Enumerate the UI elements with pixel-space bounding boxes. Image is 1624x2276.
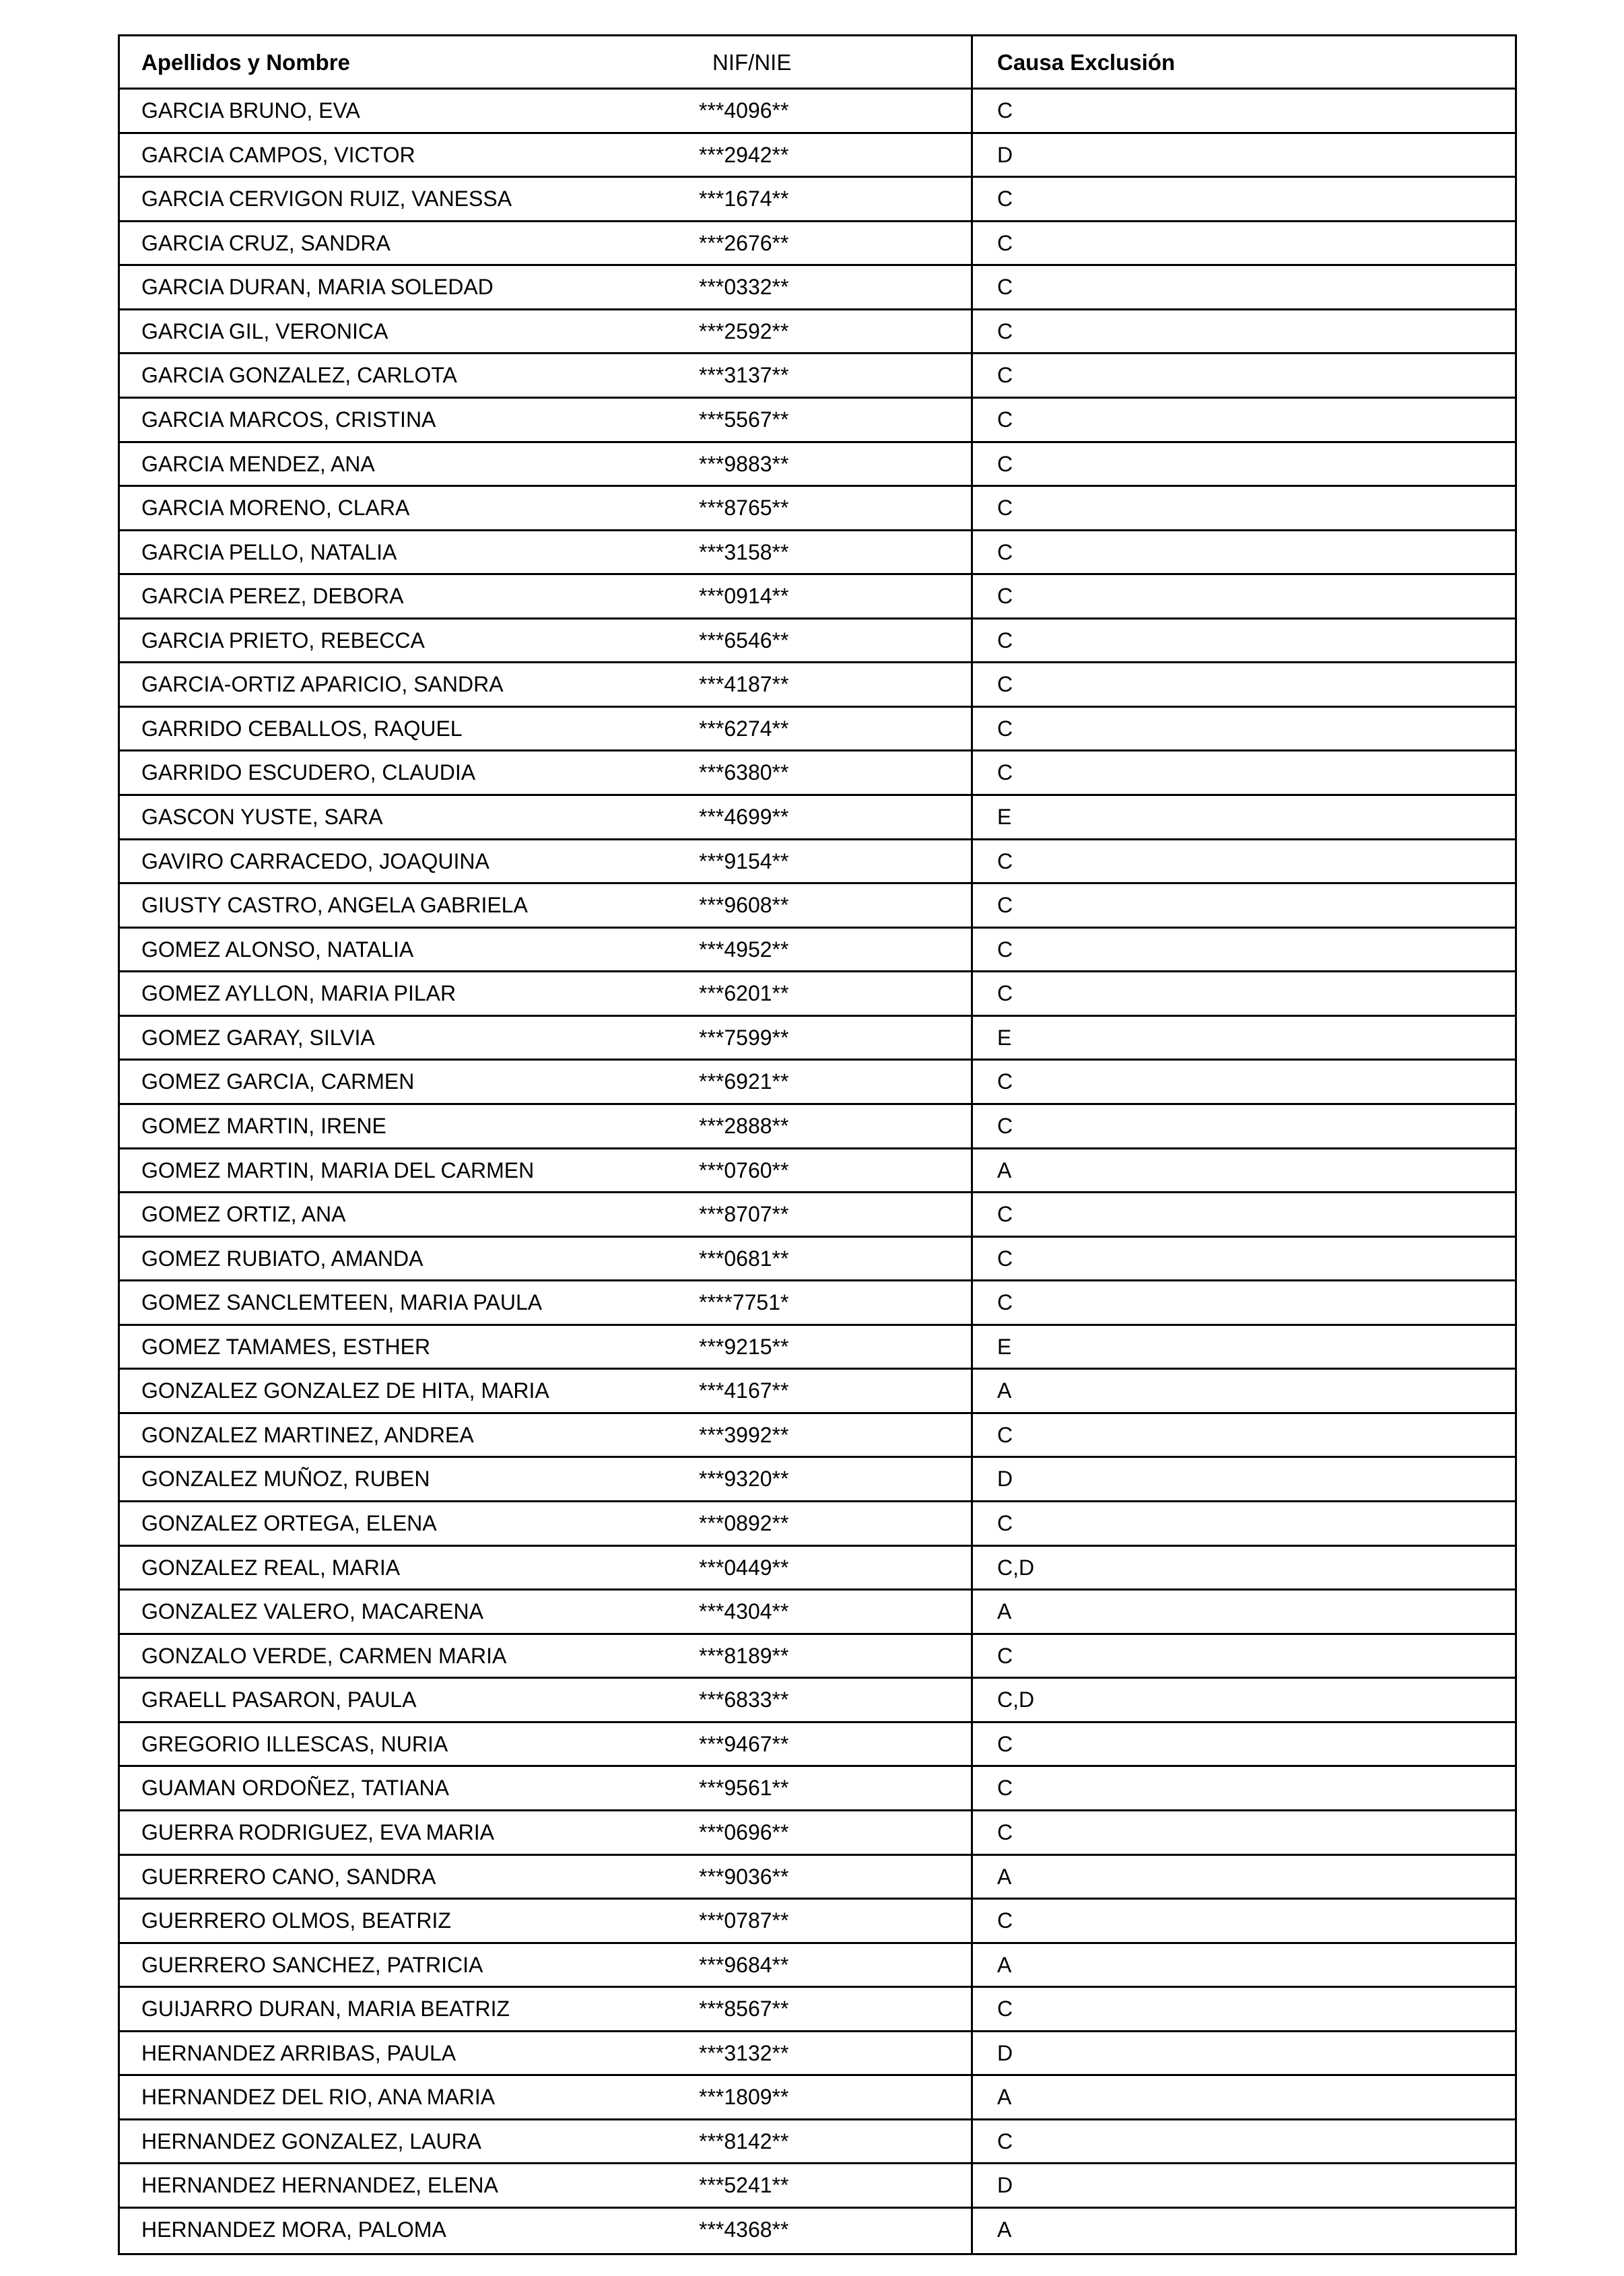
cell-causa-exclusion: C bbox=[971, 354, 1515, 397]
cell-apellidos-nombre: GARRIDO CEBALLOS, RAQUEL bbox=[141, 716, 463, 741]
cell-apellidos-nombre: GARCIA MORENO, CLARA bbox=[141, 496, 410, 521]
table-row bbox=[120, 663, 1515, 708]
cell-causa-exclusion: C bbox=[971, 708, 1515, 750]
exclusion-table bbox=[118, 34, 1517, 2255]
cell-causa-exclusion: C bbox=[971, 1281, 1515, 1324]
cell-nif-nie: ***0681** bbox=[699, 1246, 789, 1271]
cell-causa-exclusion: C bbox=[971, 1723, 1515, 1766]
cell-apellidos-nombre: GONZALEZ VALERO, MACARENA bbox=[141, 1599, 483, 1624]
table-row bbox=[120, 531, 1515, 576]
table-row bbox=[120, 1017, 1515, 1061]
table-row bbox=[120, 2076, 1515, 2120]
cell-nif-nie: ***4952** bbox=[699, 937, 789, 962]
cell-causa-exclusion: C bbox=[971, 222, 1515, 265]
cell-nif-nie: ***0449** bbox=[699, 1555, 789, 1580]
cell-causa-exclusion: C bbox=[971, 1767, 1515, 1809]
cell-apellidos-nombre: GRAELL PASARON, PAULA bbox=[141, 1687, 417, 1712]
cell-apellidos-nombre: HERNANDEZ ARRIBAS, PAULA bbox=[141, 2040, 456, 2065]
cell-causa-exclusion: D bbox=[971, 2164, 1515, 2207]
cell-apellidos-nombre: GARRIDO ESCUDERO, CLAUDIA bbox=[141, 760, 476, 785]
cell-causa-exclusion: A bbox=[971, 1591, 1515, 1633]
table-row bbox=[120, 266, 1515, 310]
table-row bbox=[120, 1414, 1515, 1459]
cell-causa-exclusion: C bbox=[971, 178, 1515, 220]
cell-nif-nie: ****7751* bbox=[699, 1290, 789, 1315]
table-row bbox=[120, 1679, 1515, 1723]
table-row bbox=[120, 1811, 1515, 1856]
table-header-row bbox=[120, 36, 1515, 90]
cell-apellidos-nombre: GARCIA PEREZ, DEBORA bbox=[141, 584, 404, 609]
cell-nif-nie: ***2592** bbox=[699, 319, 789, 343]
table-row bbox=[120, 708, 1515, 752]
cell-causa-exclusion: A bbox=[971, 1944, 1515, 1986]
cell-apellidos-nombre: GOMEZ GARCIA, CARMEN bbox=[141, 1069, 415, 1094]
cell-nif-nie: ***6274** bbox=[699, 716, 789, 741]
table-row bbox=[120, 929, 1515, 973]
cell-apellidos-nombre: HERNANDEZ HERNANDEZ, ELENA bbox=[141, 2173, 498, 2198]
cell-apellidos-nombre: GARCIA BRUNO, EVA bbox=[141, 98, 360, 123]
cell-causa-exclusion: C bbox=[971, 751, 1515, 794]
cell-nif-nie: ***4304** bbox=[699, 1599, 789, 1624]
cell-causa-exclusion: C bbox=[971, 310, 1515, 353]
cell-nif-nie: ***9684** bbox=[699, 1952, 789, 1977]
cell-causa-exclusion: A bbox=[971, 1856, 1515, 1898]
cell-causa-exclusion: A bbox=[971, 2076, 1515, 2118]
cell-causa-exclusion: C bbox=[971, 2120, 1515, 2163]
table-row bbox=[120, 222, 1515, 267]
table-row bbox=[120, 178, 1515, 222]
cell-nif-nie: ***8765** bbox=[699, 496, 789, 521]
cell-causa-exclusion: C bbox=[971, 1635, 1515, 1677]
cell-apellidos-nombre: GARCIA CAMPOS, VICTOR bbox=[141, 142, 415, 167]
cell-nif-nie: ***9561** bbox=[699, 1776, 789, 1801]
cell-apellidos-nombre: GREGORIO ILLESCAS, NURIA bbox=[141, 1731, 448, 1756]
cell-nif-nie: ***8707** bbox=[699, 1202, 789, 1227]
table-row bbox=[120, 972, 1515, 1017]
cell-causa-exclusion: C bbox=[971, 1502, 1515, 1545]
cell-nif-nie: ***0787** bbox=[699, 1908, 789, 1933]
cell-causa-exclusion: C bbox=[971, 487, 1515, 529]
cell-apellidos-nombre: GIUSTY CASTRO, ANGELA GABRIELA bbox=[141, 893, 528, 918]
cell-apellidos-nombre: HERNANDEZ MORA, PALOMA bbox=[141, 2217, 446, 2242]
cell-causa-exclusion: C bbox=[971, 620, 1515, 662]
cell-nif-nie: ***2888** bbox=[699, 1113, 789, 1138]
column-header-apellidos: Apellidos y Nombre bbox=[141, 50, 350, 75]
cell-nif-nie: ***6201** bbox=[699, 981, 789, 1006]
cell-causa-exclusion: C bbox=[971, 1061, 1515, 1103]
cell-nif-nie: ***9215** bbox=[699, 1334, 789, 1359]
cell-nif-nie: ***6833** bbox=[699, 1687, 789, 1712]
cell-apellidos-nombre: GARCIA CERVIGON RUIZ, VANESSA bbox=[141, 187, 512, 211]
cell-nif-nie: ***5241** bbox=[699, 2173, 789, 2198]
table-row bbox=[120, 1370, 1515, 1414]
table-row bbox=[120, 796, 1515, 840]
cell-causa-exclusion: C bbox=[971, 972, 1515, 1015]
cell-nif-nie: ***6921** bbox=[699, 1069, 789, 1094]
table-row bbox=[120, 2164, 1515, 2209]
cell-causa-exclusion: C bbox=[971, 929, 1515, 971]
table-row bbox=[120, 1326, 1515, 1370]
cell-nif-nie: ***9036** bbox=[699, 1864, 789, 1889]
table-row bbox=[120, 1988, 1515, 2032]
cell-causa-exclusion: C bbox=[971, 266, 1515, 308]
cell-causa-exclusion: C bbox=[971, 1105, 1515, 1147]
cell-nif-nie: ***4187** bbox=[699, 672, 789, 697]
cell-causa-exclusion: C bbox=[971, 1193, 1515, 1236]
table-row bbox=[120, 1591, 1515, 1635]
cell-nif-nie: ***9154** bbox=[699, 848, 789, 873]
table-row bbox=[120, 354, 1515, 399]
cell-apellidos-nombre: GONZALEZ REAL, MARIA bbox=[141, 1555, 401, 1580]
cell-apellidos-nombre: GARCIA DURAN, MARIA SOLEDAD bbox=[141, 275, 494, 300]
cell-nif-nie: ***2676** bbox=[699, 230, 789, 255]
column-header-nif: NIF/NIE bbox=[712, 50, 792, 75]
cell-apellidos-nombre: GONZALEZ GONZALEZ DE HITA, MARIA bbox=[141, 1378, 549, 1403]
cell-nif-nie: ***4368** bbox=[699, 2217, 789, 2242]
table-row bbox=[120, 443, 1515, 488]
cell-nif-nie: ***7599** bbox=[699, 1025, 789, 1050]
cell-causa-exclusion: C bbox=[971, 575, 1515, 617]
cell-causa-exclusion: E bbox=[971, 1326, 1515, 1368]
cell-nif-nie: ***9608** bbox=[699, 893, 789, 918]
cell-apellidos-nombre: GOMEZ ALONSO, NATALIA bbox=[141, 937, 414, 962]
cell-apellidos-nombre: GOMEZ TAMAMES, ESTHER bbox=[141, 1334, 431, 1359]
table-row bbox=[120, 2120, 1515, 2165]
table-row bbox=[120, 1149, 1515, 1194]
cell-nif-nie: ***2942** bbox=[699, 142, 789, 167]
cell-causa-exclusion: C bbox=[971, 1811, 1515, 1854]
cell-nif-nie: ***8189** bbox=[699, 1643, 789, 1668]
cell-nif-nie: ***3137** bbox=[699, 363, 789, 388]
cell-nif-nie: ***9320** bbox=[699, 1467, 789, 1492]
cell-causa-exclusion: C,D bbox=[971, 1547, 1515, 1589]
cell-apellidos-nombre: GONZALEZ ORTEGA, ELENA bbox=[141, 1511, 437, 1535]
table-row bbox=[120, 1635, 1515, 1679]
cell-apellidos-nombre: GARCIA PRIETO, REBECCA bbox=[141, 628, 425, 652]
table-row bbox=[120, 310, 1515, 355]
cell-apellidos-nombre: GOMEZ RUBIATO, AMANDA bbox=[141, 1246, 424, 1271]
cell-nif-nie: ***1809** bbox=[699, 2085, 789, 2110]
cell-apellidos-nombre: GAVIRO CARRACEDO, JOAQUINA bbox=[141, 848, 489, 873]
table-row bbox=[120, 487, 1515, 531]
table-row bbox=[120, 1767, 1515, 1811]
cell-causa-exclusion: C bbox=[971, 884, 1515, 927]
cell-nif-nie: ***3158** bbox=[699, 539, 789, 564]
cell-apellidos-nombre: GONZALEZ MUÑOZ, RUBEN bbox=[141, 1467, 430, 1492]
cell-nif-nie: ***0892** bbox=[699, 1511, 789, 1535]
cell-apellidos-nombre: GUIJARRO DURAN, MARIA BEATRIZ bbox=[141, 1997, 510, 2021]
cell-nif-nie: ***4096** bbox=[699, 98, 789, 123]
cell-causa-exclusion: C bbox=[971, 443, 1515, 486]
cell-apellidos-nombre: GUERRA RODRIGUEZ, EVA MARIA bbox=[141, 1819, 494, 1844]
table-row bbox=[120, 751, 1515, 796]
cell-nif-nie: ***0760** bbox=[699, 1158, 789, 1182]
cell-causa-exclusion: D bbox=[971, 1458, 1515, 1500]
cell-nif-nie: ***6380** bbox=[699, 760, 789, 785]
cell-apellidos-nombre: GARCIA CRUZ, SANDRA bbox=[141, 230, 391, 255]
table-row bbox=[120, 884, 1515, 929]
cell-apellidos-nombre: HERNANDEZ DEL RIO, ANA MARIA bbox=[141, 2085, 496, 2110]
cell-causa-exclusion: C,D bbox=[971, 1679, 1515, 1721]
table-row bbox=[120, 1944, 1515, 1988]
cell-nif-nie: ***1674** bbox=[699, 187, 789, 211]
table-row bbox=[120, 1193, 1515, 1238]
cell-causa-exclusion: A bbox=[971, 2209, 1515, 2253]
table-row bbox=[120, 1458, 1515, 1502]
cell-nif-nie: ***6546** bbox=[699, 628, 789, 652]
cell-apellidos-nombre: GOMEZ MARTIN, IRENE bbox=[141, 1113, 386, 1138]
cell-nif-nie: ***4699** bbox=[699, 805, 789, 829]
cell-apellidos-nombre: GONZALO VERDE, CARMEN MARIA bbox=[141, 1643, 507, 1668]
table-row bbox=[120, 1281, 1515, 1326]
cell-nif-nie: ***0332** bbox=[699, 275, 789, 300]
cell-causa-exclusion: D bbox=[971, 134, 1515, 176]
cell-nif-nie: ***0696** bbox=[699, 1819, 789, 1844]
cell-causa-exclusion: C bbox=[971, 531, 1515, 574]
cell-nif-nie: ***8142** bbox=[699, 2129, 789, 2153]
table-row bbox=[120, 134, 1515, 178]
table-row bbox=[120, 1856, 1515, 1900]
cell-apellidos-nombre: GARCIA PELLO, NATALIA bbox=[141, 539, 397, 564]
cell-causa-exclusion: D bbox=[971, 2032, 1515, 2075]
cell-causa-exclusion: E bbox=[971, 1017, 1515, 1059]
cell-apellidos-nombre: GUAMAN ORDOÑEZ, TATIANA bbox=[141, 1776, 449, 1801]
cell-causa-exclusion: E bbox=[971, 796, 1515, 838]
table-row bbox=[120, 1900, 1515, 1944]
cell-nif-nie: ***8567** bbox=[699, 1997, 789, 2021]
cell-causa-exclusion: C bbox=[971, 1238, 1515, 1280]
cell-causa-exclusion: C bbox=[971, 840, 1515, 883]
table-row bbox=[120, 1723, 1515, 1768]
table-row bbox=[120, 1105, 1515, 1149]
cell-nif-nie: ***5567** bbox=[699, 407, 789, 432]
cell-apellidos-nombre: GASCON YUSTE, SARA bbox=[141, 805, 383, 829]
cell-apellidos-nombre: GUERRERO CANO, SANDRA bbox=[141, 1864, 436, 1889]
cell-nif-nie: ***4167** bbox=[699, 1378, 789, 1403]
cell-nif-nie: ***3992** bbox=[699, 1422, 789, 1447]
table-row bbox=[120, 2032, 1515, 2077]
cell-causa-exclusion: A bbox=[971, 1149, 1515, 1192]
cell-causa-exclusion: C bbox=[971, 1414, 1515, 1457]
cell-apellidos-nombre: GOMEZ AYLLON, MARIA PILAR bbox=[141, 981, 456, 1006]
table-row bbox=[120, 1547, 1515, 1591]
cell-apellidos-nombre: GUERRERO SANCHEZ, PATRICIA bbox=[141, 1952, 483, 1977]
cell-apellidos-nombre: GUERRERO OLMOS, BEATRIZ bbox=[141, 1908, 451, 1933]
cell-apellidos-nombre: GARCIA GIL, VERONICA bbox=[141, 319, 388, 343]
table-row bbox=[120, 840, 1515, 885]
cell-apellidos-nombre: GOMEZ SANCLEMTEEN, MARIA PAULA bbox=[141, 1290, 543, 1315]
cell-apellidos-nombre: GONZALEZ MARTINEZ, ANDREA bbox=[141, 1422, 474, 1447]
column-header-causa: Causa Exclusión bbox=[971, 36, 1515, 88]
cell-causa-exclusion: A bbox=[971, 1370, 1515, 1412]
table-row bbox=[120, 2209, 1515, 2253]
cell-causa-exclusion: C bbox=[971, 1988, 1515, 2030]
cell-nif-nie: ***3132** bbox=[699, 2040, 789, 2065]
cell-causa-exclusion: C bbox=[971, 1900, 1515, 1942]
cell-apellidos-nombre: GARCIA GONZALEZ, CARLOTA bbox=[141, 363, 457, 388]
table-row bbox=[120, 399, 1515, 443]
cell-apellidos-nombre: GOMEZ ORTIZ, ANA bbox=[141, 1202, 346, 1227]
cell-nif-nie: ***0914** bbox=[699, 584, 789, 609]
cell-causa-exclusion: C bbox=[971, 663, 1515, 706]
cell-nif-nie: ***9467** bbox=[699, 1731, 789, 1756]
cell-apellidos-nombre: GARCIA MARCOS, CRISTINA bbox=[141, 407, 436, 432]
table-row bbox=[120, 1061, 1515, 1105]
cell-nif-nie: ***9883** bbox=[699, 451, 789, 476]
cell-apellidos-nombre: HERNANDEZ GONZALEZ, LAURA bbox=[141, 2129, 481, 2153]
cell-apellidos-nombre: GARCIA-ORTIZ APARICIO, SANDRA bbox=[141, 672, 504, 697]
cell-causa-exclusion: C bbox=[971, 90, 1515, 132]
table-row bbox=[120, 575, 1515, 620]
table-row bbox=[120, 1238, 1515, 1282]
cell-apellidos-nombre: GOMEZ MARTIN, MARIA DEL CARMEN bbox=[141, 1158, 535, 1182]
cell-apellidos-nombre: GARCIA MENDEZ, ANA bbox=[141, 451, 375, 476]
table-row bbox=[120, 1502, 1515, 1547]
cell-causa-exclusion: C bbox=[971, 399, 1515, 441]
table-row bbox=[120, 620, 1515, 664]
table-row bbox=[120, 90, 1515, 134]
cell-apellidos-nombre: GOMEZ GARAY, SILVIA bbox=[141, 1025, 375, 1050]
